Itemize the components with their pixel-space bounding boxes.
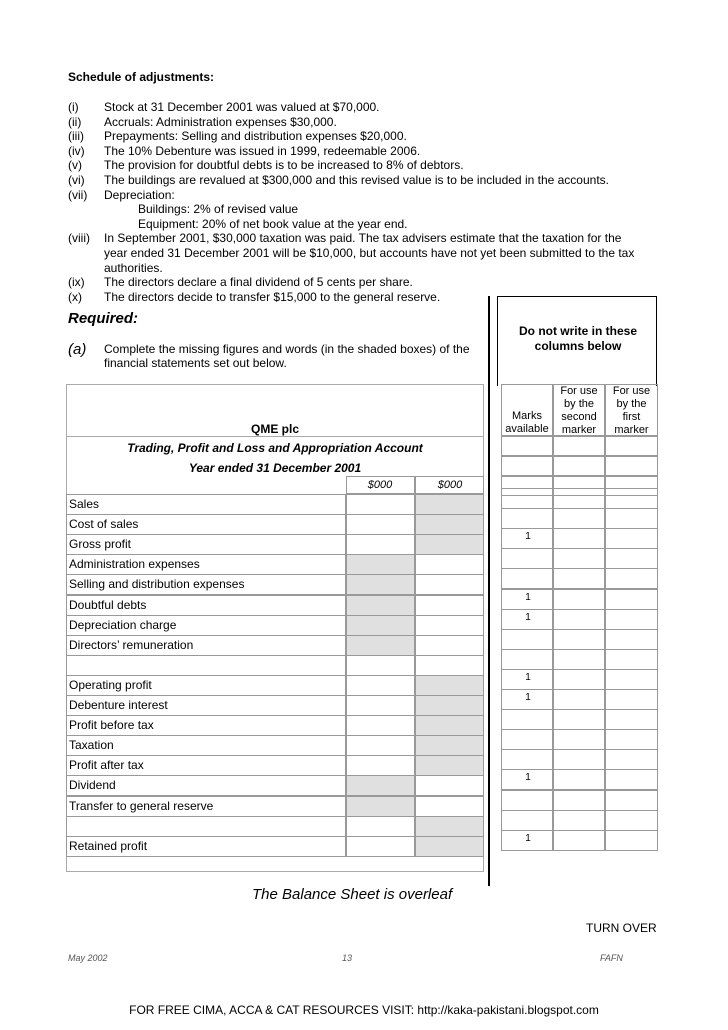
second-marker-cell xyxy=(553,589,605,610)
adjustment-item: (iii) Prepayments: Selling and distribution expenses $20,000. xyxy=(68,129,407,144)
do-not-write-note: Do not write in these columns below xyxy=(518,324,637,353)
second-marker-cell xyxy=(553,649,605,670)
shaded-input-box xyxy=(415,514,484,535)
value-cell xyxy=(415,796,484,817)
row-label-cell xyxy=(66,715,346,736)
adjustment-item: (ix) The directors declare a final dividend of 5 cents per share. xyxy=(68,275,413,290)
second-marker-cell xyxy=(553,689,605,710)
row-label-cell xyxy=(66,615,346,636)
first-marker-cell xyxy=(605,649,658,670)
value-cell xyxy=(346,755,415,776)
row-label-cell xyxy=(66,836,346,857)
value-cell xyxy=(346,715,415,736)
row-label-cell xyxy=(66,554,346,575)
second-marker-cell xyxy=(553,749,605,770)
adjustment-item: (viii) In September 2001, $30,000 taxation was paid. The tax advisers estimate that the taxation for the xyxy=(68,231,622,246)
part-label: (a) xyxy=(68,341,87,358)
first-marker-cell xyxy=(605,830,658,851)
value-cell xyxy=(415,615,484,636)
marks-available-cell xyxy=(501,649,553,670)
shaded-input-box xyxy=(346,775,415,796)
marks-value: 1 xyxy=(525,671,531,683)
adjustment-item: (vii) Depreciation: xyxy=(68,187,175,202)
value-cell xyxy=(346,494,415,515)
row-label: Sales xyxy=(69,497,100,511)
row-label: Profit after tax xyxy=(69,758,144,773)
row-label-cell xyxy=(66,675,346,696)
first-marker-cell xyxy=(605,810,658,831)
value-cell xyxy=(346,514,415,535)
shaded-input-box xyxy=(415,735,484,756)
row-label-cell xyxy=(66,775,346,796)
row-label-cell xyxy=(66,494,346,515)
marks-available-cell xyxy=(501,488,553,509)
statement-period: Year ended 31 December 2001 xyxy=(188,461,362,475)
first-marker-cell xyxy=(605,689,658,710)
second-marker-cell xyxy=(553,830,605,851)
row-label-cell xyxy=(66,635,346,656)
shaded-input-box xyxy=(415,836,484,857)
adjustment-item: Equipment: 20% of net book value at the year end. xyxy=(138,216,408,231)
value-cell xyxy=(415,554,484,575)
schedule-of-adjustments xyxy=(68,70,668,304)
row-label: Operating profit xyxy=(69,677,152,692)
first-marker-cell xyxy=(605,790,658,811)
adjustment-item: authorities. xyxy=(104,260,163,275)
marks-available-cell xyxy=(501,790,553,811)
row-label: Profit before tax xyxy=(69,718,154,733)
first-marker-cell xyxy=(605,669,658,690)
marks-available-cell xyxy=(501,709,553,730)
page-number: 13 xyxy=(342,953,353,963)
marks-value: 1 xyxy=(525,591,531,603)
first-marker-cell xyxy=(605,528,658,549)
footer-date: May 2002 xyxy=(68,953,108,963)
first-marker-cell xyxy=(605,548,658,569)
second-marker-cell xyxy=(553,810,605,831)
adjustment-item: (iv) The 10% Debenture was issued in 1999, redeemable 2006. xyxy=(68,143,421,158)
first-marker-cell xyxy=(605,508,658,529)
marker-cell xyxy=(501,456,553,476)
required-heading: Required: xyxy=(68,310,139,327)
marks-available-cell xyxy=(501,629,553,650)
do-not-write-right xyxy=(656,296,657,386)
marks-value: 1 xyxy=(525,692,531,703)
second-marker-cell xyxy=(553,548,605,569)
footer-code: FAFN xyxy=(600,953,623,963)
second-marker-header: For use by the second marker xyxy=(553,384,605,436)
value-cell xyxy=(346,836,415,857)
value-cell xyxy=(346,695,415,716)
row-label-cell xyxy=(66,695,346,716)
row-label: Administration expenses xyxy=(69,557,200,572)
value-cell xyxy=(415,775,484,796)
col2-header: $000 xyxy=(437,479,463,491)
marks-available-cell xyxy=(501,508,553,529)
marks-value: 1 xyxy=(525,772,531,784)
marker-cell xyxy=(553,456,605,476)
first-marker-cell xyxy=(605,769,658,790)
second-marker-cell xyxy=(553,528,605,549)
first-marker-cell xyxy=(605,568,658,589)
second-marker-cell xyxy=(553,508,605,529)
row-label: Retained profit xyxy=(69,838,148,853)
marker-cell xyxy=(501,436,553,456)
adjustment-item: (v) The provision for doubtful debts is to be increased to 8% of debtors. xyxy=(68,158,464,173)
marks-available-header: Marks available xyxy=(501,384,553,436)
row-label: Debenture interest xyxy=(69,698,168,712)
adjustment-item: (x) The directors decide to transfer $15,000 to the general reserve. xyxy=(68,289,441,304)
adjustment-item: (vi) The buildings are revalued at $300,000 and this revised value is to be included in the accounts. xyxy=(68,172,609,187)
value-cell xyxy=(415,595,484,616)
row-label: Directors’ remuneration xyxy=(69,637,194,652)
row-label: Dividend xyxy=(69,778,116,793)
shaded-input-box xyxy=(415,715,484,736)
marks-available-cell xyxy=(501,749,553,770)
value-cell xyxy=(346,735,415,756)
shaded-input-box xyxy=(346,554,415,575)
row-label-cell xyxy=(66,796,346,817)
first-marker-cell xyxy=(605,589,658,610)
row-label: Taxation xyxy=(69,738,114,753)
second-marker-cell xyxy=(553,609,605,630)
value-cell xyxy=(415,574,484,595)
adjustment-item: Buildings: 2% of revised value xyxy=(138,202,299,217)
first-marker-cell xyxy=(605,729,658,750)
instruction-line2: financial statements set out below. xyxy=(104,356,287,370)
second-marker-cell xyxy=(553,568,605,589)
marks-available-cell xyxy=(501,729,553,750)
shaded-input-box xyxy=(415,816,484,837)
value-cell xyxy=(346,816,415,837)
shaded-input-box xyxy=(415,494,484,515)
first-marker-cell xyxy=(605,609,658,630)
margin-divider-inner xyxy=(497,296,498,386)
second-marker-cell xyxy=(553,729,605,750)
row-label-cell xyxy=(66,534,346,555)
footer-resource-line: FOR FREE CIMA, ACCA & CAT RESOURCES VISIT: http://kaka-pakistani.blogspot.com xyxy=(129,1003,599,1017)
margin-divider xyxy=(488,296,490,886)
row-label: Selling and distribution expenses xyxy=(69,577,245,592)
marks-available-cell xyxy=(501,548,553,569)
row-label-cell xyxy=(66,514,346,535)
shaded-input-box xyxy=(346,595,415,616)
second-marker-cell xyxy=(553,669,605,690)
value-cell xyxy=(346,655,415,676)
value-cell xyxy=(415,655,484,676)
first-marker-cell xyxy=(605,709,658,730)
shaded-input-box xyxy=(415,695,484,716)
marks-available-cell xyxy=(501,568,553,589)
shaded-input-box xyxy=(415,755,484,776)
marker-cell xyxy=(605,456,658,476)
marks-available-cell xyxy=(501,810,553,831)
value-cell xyxy=(415,635,484,656)
marker-cell xyxy=(605,436,658,456)
row-label-cell xyxy=(66,574,346,595)
row-label: Gross profit xyxy=(69,537,132,552)
row-label-cell xyxy=(66,595,346,616)
marker-cell xyxy=(553,436,605,456)
shaded-input-box xyxy=(346,796,415,817)
second-marker-cell xyxy=(553,790,605,811)
marks-value: 1 xyxy=(525,611,531,623)
adjustment-item: (ii) Accruals: Administration expenses $30,000. xyxy=(68,114,337,129)
shaded-input-box xyxy=(346,615,415,636)
first-marker-cell xyxy=(605,488,658,509)
shaded-input-box xyxy=(415,675,484,696)
adjustment-item: year ended 31 December 2001 will be $10,000, but accounts have not yet been submitted to the tax xyxy=(104,245,635,260)
instruction-line1: Complete the missing figures and words (in the shaded boxes) of the xyxy=(104,342,470,356)
adjustment-item: (i) Stock at 31 December 2001 was valued at $70,000. xyxy=(68,100,380,114)
second-marker-cell xyxy=(553,709,605,730)
row-label-cell xyxy=(66,816,346,837)
overleaf-note: The Balance Sheet is overleaf xyxy=(252,886,453,903)
row-label: Transfer to general reserve xyxy=(69,798,214,813)
row-label: Doubtful debts xyxy=(69,597,147,612)
col2-header-cell xyxy=(415,476,484,494)
company-name: QME plc xyxy=(250,422,299,436)
second-marker-cell xyxy=(553,488,605,509)
col1-header-cell xyxy=(346,476,415,494)
turn-over: TURN OVER xyxy=(586,921,657,935)
first-marker-header: For use by the first marker xyxy=(605,384,658,436)
shaded-input-box xyxy=(346,574,415,595)
second-marker-cell xyxy=(553,629,605,650)
value-cell xyxy=(346,534,415,555)
row-label: Cost of sales xyxy=(69,517,139,532)
second-marker-cell xyxy=(553,769,605,790)
row-label: Depreciation charge xyxy=(69,617,177,632)
first-marker-cell xyxy=(605,749,658,770)
first-marker-cell xyxy=(605,629,658,650)
value-cell xyxy=(346,675,415,696)
shaded-input-box xyxy=(415,534,484,555)
marks-value: 1 xyxy=(525,531,531,543)
row-label-cell xyxy=(66,655,346,676)
row-label-cell xyxy=(66,735,346,756)
do-not-write-top xyxy=(497,296,657,297)
marks-value: 1 xyxy=(525,832,531,844)
schedule-title: Schedule of adjustments: xyxy=(68,70,215,84)
statement-title: Trading, Profit and Loss and Appropriation Account xyxy=(127,441,423,455)
shaded-input-box xyxy=(346,635,415,656)
col1-header: $000 xyxy=(367,479,393,491)
row-label-cell xyxy=(66,755,346,776)
